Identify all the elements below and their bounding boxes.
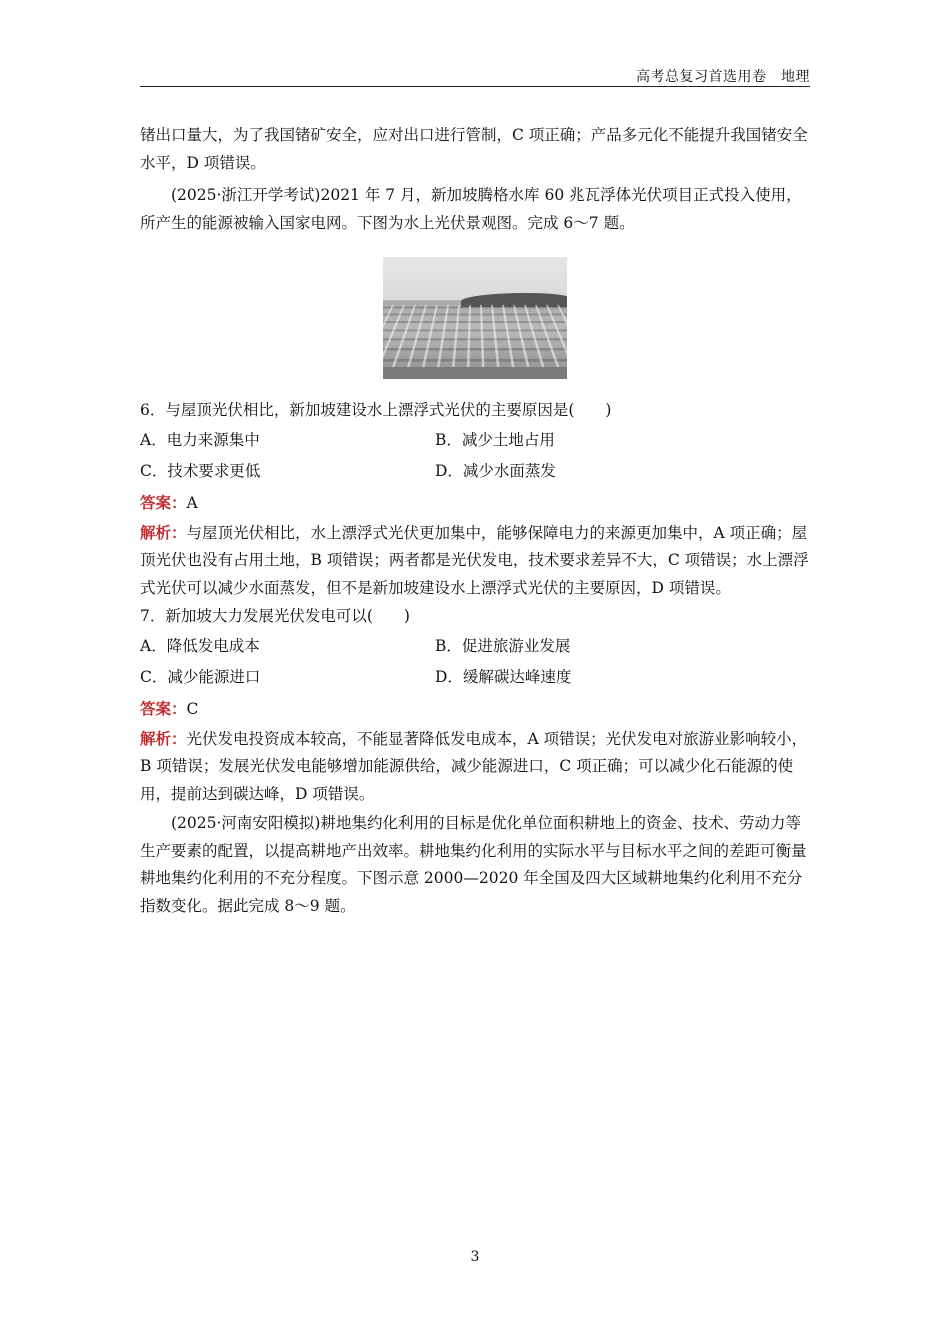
- question-6-options: [140, 425, 810, 487]
- q7-option-d: D．缓解碳达峰速度: [435, 667, 572, 686]
- q7-answer-value: C: [186, 699, 199, 718]
- floating-solar-photo: [383, 257, 567, 379]
- q6-analysis-label: 解析：: [140, 522, 187, 542]
- q7-answer: [140, 693, 810, 725]
- q7-analysis-label: 解析：: [140, 728, 187, 748]
- q6-answer-label: 答案：: [140, 492, 187, 512]
- question-7-stem: 7．新加坡大力发展光伏发电可以( ): [140, 607, 410, 625]
- q6-option-d: D．减少水面蒸发: [435, 461, 556, 480]
- material-1: (2025·浙江开学考试)2021 年 7 月，新加坡腾格水库 60 兆瓦浮体光伏项目正式投入使用，所产生的能源被输入国家电网。下图为水上光伏景观图。完成 6～7 题。: [140, 186, 802, 232]
- photo-water: [383, 367, 567, 379]
- intro-paragraph: 锗出口量大，为了我国锗矿安全，应对出口进行管制，C 项正确；产品多元化不能提升我国锗安全水平，D 项错误。: [140, 126, 808, 172]
- q6-analysis-text: 与屋顶光伏相比，水上漂浮式光伏更加集中，能够保障电力的来源更加集中，A 项正确；屋顶光伏也没有占用土地，B 项错误；两者都是光伏发电，技术要求差异不大，C 项错误；水上漂浮式光伏可以减少水面蒸发，但不是新加坡建设水上漂浮式光伏的主要原因，D 项错误。: [140, 523, 809, 597]
- q7-analysis: [140, 725, 810, 809]
- header-title: 高考总复习首选用卷 地理: [636, 69, 810, 85]
- page-number: 3: [470, 1249, 480, 1265]
- page-content: [140, 122, 810, 920]
- question-7-options: [140, 631, 810, 693]
- q6-option-a: A．电力来源集中: [140, 430, 260, 449]
- q7-option-b: B．促进旅游业发展: [435, 636, 571, 655]
- q6-option-b: B．减少土地占用: [435, 430, 555, 449]
- q6-analysis: [140, 519, 810, 603]
- q6-answer: [140, 487, 810, 519]
- material-2: (2025·河南安阳模拟)耕地集约化利用的目标是优化单位面积耕地上的资金、技术、劳动力等生产要素的配置，以提高耕地产出效率。耕地集约化利用的实际水平与目标水平之间的差距可衡量耕地集约化利用的不充分程度。下图示意 2000—2020 年全国及四大区域耕地集约化利用不充分指数变化。据此完成 8～9 题。: [140, 814, 807, 915]
- q7-analysis-text: 光伏发电投资成本较高，不能显著降低发电成本，A 项错误；光伏发电对旅游业影响较小，B 项错误；发展光伏发电能够增加能源供给，减少能源进口，C 项正确；可以减少化石能源的使用，提前达到碳达峰，D 项错误。: [140, 729, 808, 803]
- q6-answer-value: A: [186, 493, 198, 512]
- q6-option-c: C．技术要求更低: [140, 461, 261, 480]
- q7-answer-label: 答案：: [140, 698, 187, 718]
- page-header: [140, 66, 810, 87]
- q7-option-a: A．降低发电成本: [140, 636, 260, 655]
- q7-option-c: C．减少能源进口: [140, 667, 261, 686]
- question-6-stem: 6．与屋顶光伏相比，新加坡建设水上漂浮式光伏的主要原因是( ): [140, 401, 612, 419]
